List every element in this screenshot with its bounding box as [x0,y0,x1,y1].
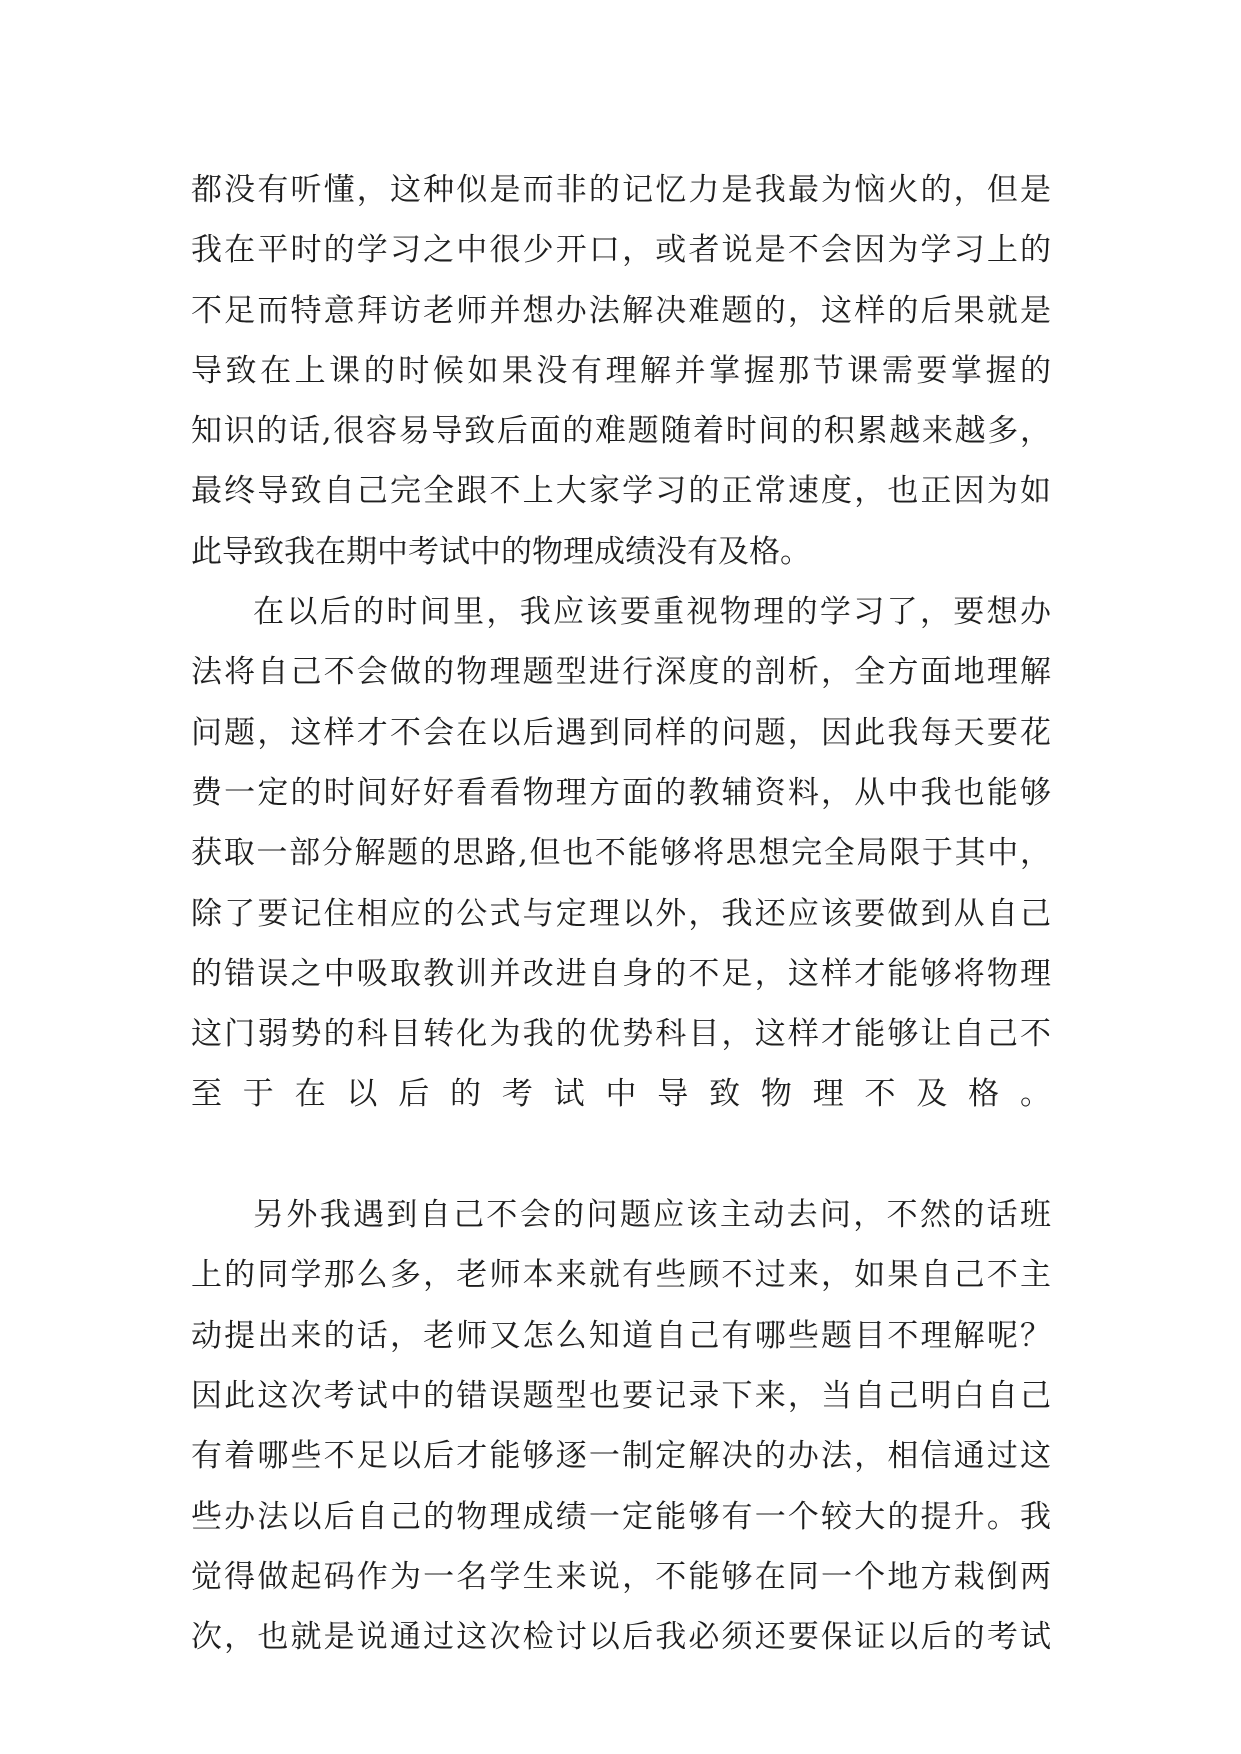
text-line: 最终导致自己完全跟不上大家学习的正常速度，也正因为如 [191,473,1051,510]
text-line [191,1125,1051,1185]
text-line: 都没有听懂，这种似是而非的记忆力是我最为恼火的，但是 [191,172,1051,208]
text-line: 觉得做起码作为一名学生来说，不能够在同一个地方栽倒两 [191,1558,1051,1595]
body-text [191,160,1051,1667]
text-line: 些办法以后自己的物理成绩一定能够有一个较大的提升。我 [191,1498,1051,1535]
text-line: 不足而特意拜访老师并想办法解决难题的，这样的后果就是 [191,292,1051,329]
text-line: 我在平时的学习之中很少开口，或者说是不会因为学习上的 [191,232,1051,269]
text-line: 知识的话,很容易导致后面的难题随着时间的积累越来越多， [191,413,1051,450]
text-line: 因此这次考试中的错误题型也要记录下来，当自己明白自己 [191,1377,1051,1414]
text-line: 此导致我在期中考试中的物理成绩没有及格。 [191,533,811,570]
text-line: 另外我遇到自己不会的问题应该主动去问，不然的话班 [253,1197,1051,1234]
text-line: 有着哪些不足以后才能够逐一制定解决的办法，相信通过这 [191,1438,1051,1475]
paragraph [191,582,1051,1185]
text-line: 获取一部分解题的思路,但也不能够将思想完全局限于其中， [191,835,1051,872]
paragraph [191,1185,1051,1667]
text-line: 导致在上课的时候如果没有理解并掌握那节课需要掌握的 [191,352,1051,389]
text-line: 动提出来的话，老师又怎么知道自己有哪些题目不理解呢？ [191,1317,1051,1354]
text-line: 至于在以后的考试中导致物理不及格。 [191,1076,1051,1113]
text-line: 法将自己不会做的物理题型进行深度的剖析，全方面地理解 [191,654,1051,691]
paragraph [191,160,1051,582]
text-line: 次，也就是说通过这次检讨以后我必须还要保证以后的考试 [191,1619,1051,1656]
text-line: 在以后的时间里，我应该要重视物理的学习了，要想办 [253,594,1051,631]
text-line: 费一定的时间好好看看物理方面的教辅资料，从中我也能够 [191,774,1051,811]
text-line: 的错误之中吸取教训并改进自身的不足，这样才能够将物理 [191,955,1051,992]
text-line: 上的同学那么多，老师本来就有些顾不过来，如果自己不主 [191,1257,1051,1294]
text-line: 除了要记住相应的公式与定理以外，我还应该要做到从自己 [191,895,1051,932]
text-line: 这门弱势的科目转化为我的优势科目，这样才能够让自己不 [191,1016,1051,1053]
text-line: 问题，这样才不会在以后遇到同样的问题，因此我每天要花 [191,714,1051,751]
